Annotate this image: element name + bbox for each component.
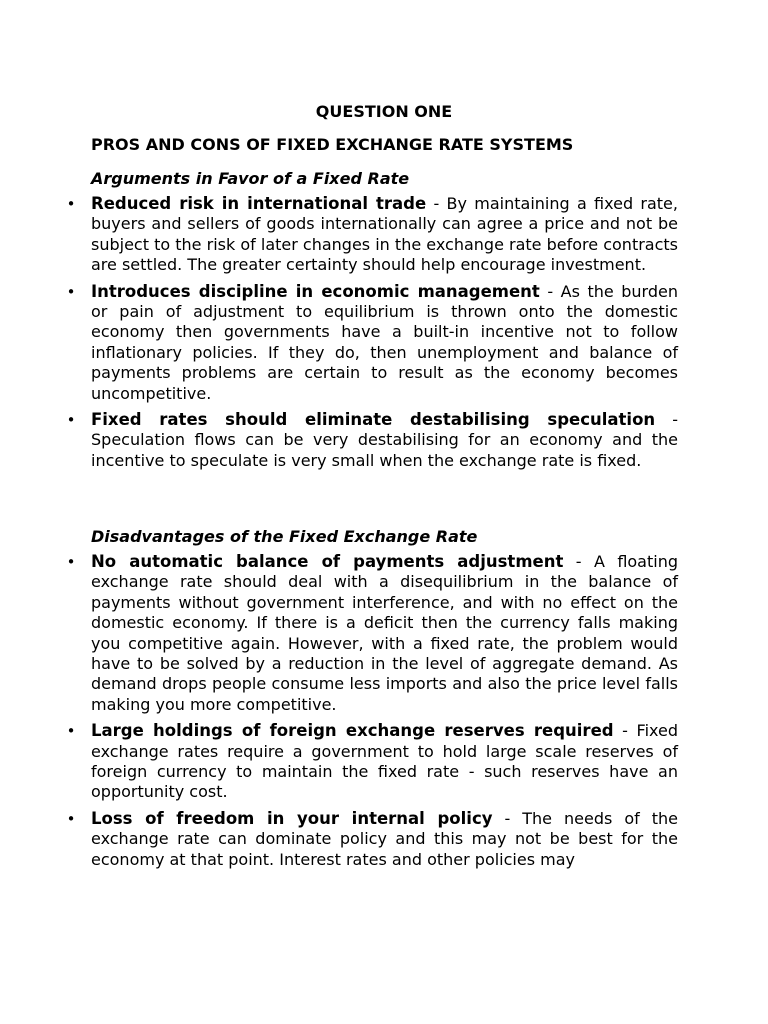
list-item bbox=[0, 282, 678, 404]
item-separator: - bbox=[563, 552, 594, 571]
list-item bbox=[0, 194, 678, 276]
item-title: Loss of freedom in your internal policy bbox=[91, 808, 493, 828]
bullet-icon: • bbox=[66, 722, 76, 741]
disadvantages-list bbox=[0, 552, 768, 876]
question-title: QUESTION ONE bbox=[315, 102, 453, 121]
favor-subheading: Arguments in Favor of a Fixed Rate bbox=[91, 169, 410, 188]
bullet-icon: • bbox=[66, 282, 76, 301]
item-text: By maintaining a fixed rate, buyers and sellers of goods internationally can agree a price and not be subject to the risk of later changes in the exchange rate before contracts are settled. The greater certainty should help encourage investment. bbox=[91, 194, 678, 275]
item-separator: - bbox=[492, 808, 523, 828]
item-title: Reduced risk in international trade bbox=[91, 194, 427, 213]
item-text: Speculation flows can be very destabilising for an economy and the incentive to speculate is very small when the exchange rate is fixed. bbox=[91, 430, 678, 470]
item-text: Fixed exchange rates require a government to hold large scale reserves of foreign currency to maintain the fixed rate - such reserves have an opportunity cost. bbox=[91, 721, 678, 802]
item-separator: - bbox=[655, 410, 678, 430]
list-item bbox=[0, 410, 678, 471]
bullet-icon: • bbox=[66, 553, 76, 571]
bullet-icon: • bbox=[66, 195, 76, 213]
bullet-icon: • bbox=[66, 411, 76, 430]
main-heading: PROS AND CONS OF FIXED EXCHANGE RATE SYSTEMS bbox=[91, 135, 574, 154]
favor-list bbox=[0, 194, 768, 477]
list-item bbox=[0, 809, 678, 870]
item-title: Introduces discipline in economic management bbox=[91, 281, 540, 301]
item-title: Large holdings of foreign exchange reserves required bbox=[91, 721, 614, 741]
item-separator: - bbox=[426, 194, 447, 213]
bullet-icon: • bbox=[66, 809, 76, 828]
item-title: Fixed rates should eliminate destabilising speculation bbox=[91, 410, 656, 430]
item-separator: - bbox=[613, 721, 637, 741]
item-text: The needs of the exchange rate can dominate policy and this may not be best for the economy at that point. Interest rates and other policies may bbox=[91, 808, 678, 869]
disadvantages-subheading: Disadvantages of the Fixed Exchange Rate bbox=[91, 527, 478, 546]
list-item bbox=[0, 552, 678, 715]
item-title: No automatic balance of payments adjustment bbox=[91, 552, 564, 571]
item-text: A floating exchange rate should deal with a disequilibrium in the balance of payments without government interference, and with no effect on the domestic economy. If there is a deficit then the currency falls making you competitive again. However, with a fixed rate, the problem would have to be solved by a reduction in the level of aggregate demand. As demand drops people consume less imports and also the price level falls making you more competitive. bbox=[91, 552, 678, 714]
item-separator: - bbox=[539, 281, 561, 301]
list-item bbox=[0, 721, 678, 803]
item-text: As the burden or pain of adjustment to equilibrium is thrown onto the domestic economy then governments have a built-in incentive not to follow inflationary policies. If they do, then unemployment and balance of payments problems are certain to result as the economy becomes uncompetitive. bbox=[91, 281, 678, 403]
